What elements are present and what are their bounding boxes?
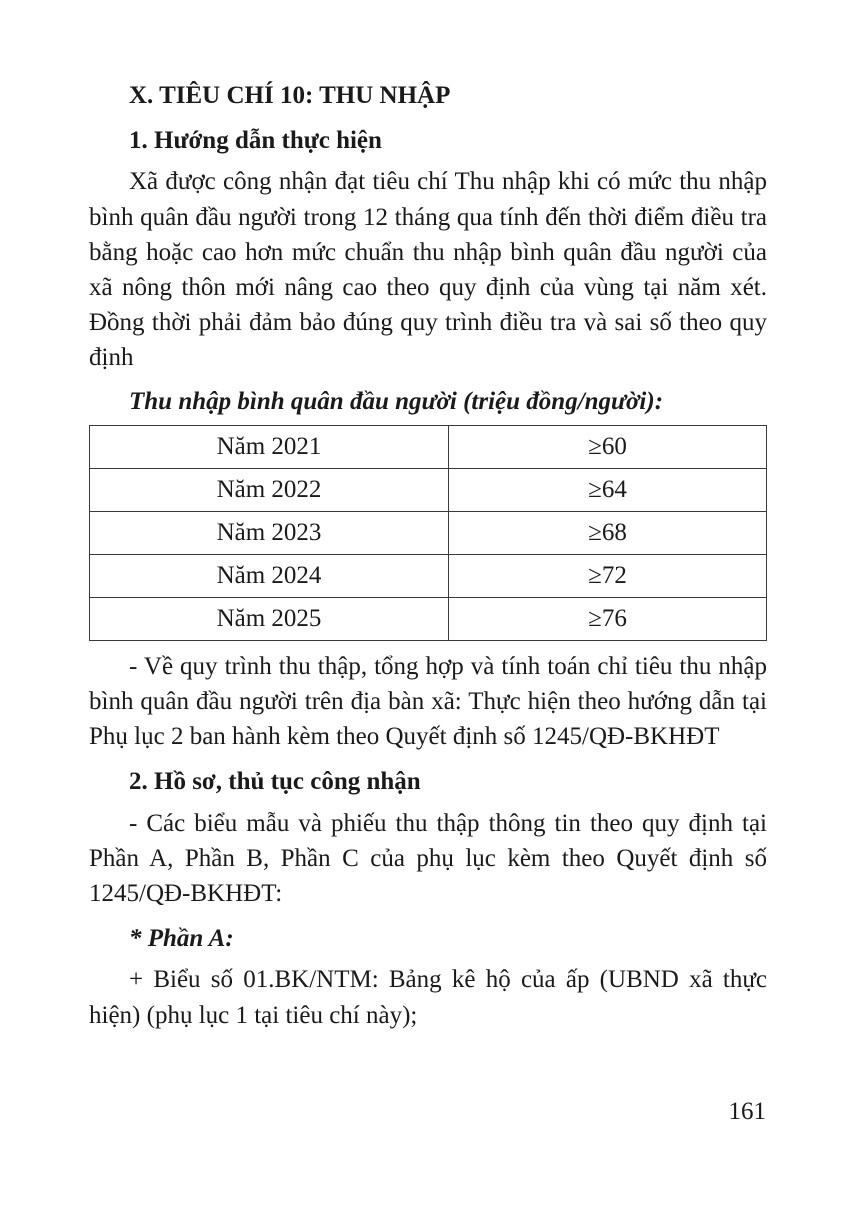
year-cell: Năm 2025 bbox=[90, 597, 449, 640]
page-number: 161 bbox=[728, 1098, 766, 1125]
year-cell: Năm 2022 bbox=[90, 468, 449, 511]
table-row bbox=[90, 554, 767, 597]
table-row bbox=[90, 468, 767, 511]
year-cell: Năm 2024 bbox=[90, 554, 449, 597]
value-cell: ≥72 bbox=[449, 554, 767, 597]
subsection-title-dossier: 2. Hồ sơ, thủ tục công nhận bbox=[129, 768, 421, 796]
section-title: X. TIÊU CHÍ 10: THU NHẬP bbox=[129, 82, 451, 109]
paragraph-criteria: Xã được công nhận đạt tiêu chí Thu nhập khi có mức thu nhập bình quân đầu người trong 12 tháng qua tính đến thời điểm điều tra bằng hoặc cao hơn mức chuẩn thu nhập bình quân đầu người của xã nông thôn mới nâng cao theo quy định của vùng tại năm xét. Đồng thời phải đảm bảo đúng quy trình điều tra và sai số theo quy định bbox=[89, 168, 767, 372]
table-row bbox=[90, 597, 767, 640]
table-caption: Thu nhập bình quân đầu người (triệu đồng/người): bbox=[129, 387, 664, 415]
value-cell: ≥68 bbox=[449, 511, 767, 554]
income-table bbox=[89, 425, 767, 641]
value-cell: ≥60 bbox=[449, 425, 767, 468]
paragraph-procedure: - Về quy trình thu thập, tổng hợp và tính toán chỉ tiêu thu nhập bình quân đầu người trên địa bàn xã: Thực hiện theo hướng dẫn tại Phụ lục 2 ban hành kèm theo Quyết định số 1245/QĐ-BKHĐT bbox=[89, 652, 767, 751]
paragraph-forms: - Các biểu mẫu và phiếu thu thập thông tin theo quy định tại Phần A, Phần B, Phần C của phụ lục kèm theo Quyết định số 1245/QĐ-BKHĐT: bbox=[89, 809, 767, 908]
document-page bbox=[89, 78, 767, 1033]
year-cell: Năm 2021 bbox=[90, 425, 449, 468]
subsection-title-guidance: 1. Hướng dẫn thực hiện bbox=[129, 127, 382, 155]
value-cell: ≥76 bbox=[449, 597, 767, 640]
year-cell: Năm 2023 bbox=[90, 511, 449, 554]
table-row bbox=[90, 511, 767, 554]
part-a-label: * Phần A: bbox=[129, 925, 234, 953]
value-cell: ≥64 bbox=[449, 468, 767, 511]
table-row bbox=[90, 425, 767, 468]
paragraph-form-01: + Biểu số 01.BK/NTM: Bảng kê hộ của ấp (UBND xã thực hiện) (phụ lục 1 tại tiêu chí này); bbox=[89, 966, 767, 1029]
